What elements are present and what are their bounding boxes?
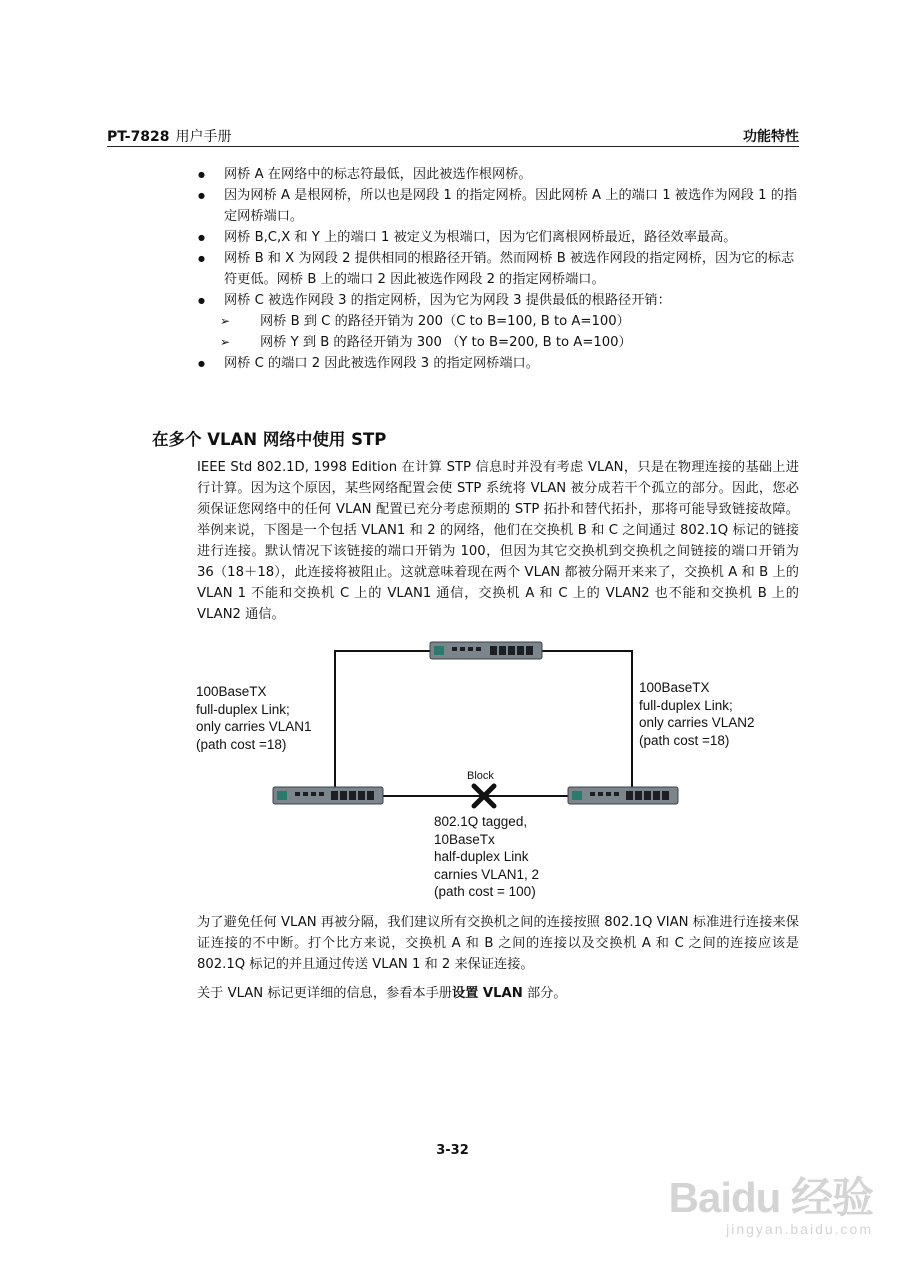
paragraph-recommendation: 为了避免任何 VLAN 再被分隔，我们建议所有交换机之间的连接按照 802.1Q VIAN 标准进行连接来保证连接的不中断。打个比方来说，交换机 A 和 B 之间的连接以及交换机 A 和 C 之间的连接应该是 802.1Q 标记的并且通过传送 VLAN 1 和 2 来保证连接。 (197, 915, 799, 972)
header-product: PT-7828 (107, 129, 170, 145)
tagged-link-label: 802.1Q tagged, 10BaseTx half-duplex Link carnies VLAN1, 2 (path cost = 100) (434, 814, 540, 899)
section-title: 在多个 VLAN 网络中使用 STP (152, 430, 387, 449)
block-label: Block (467, 770, 494, 782)
header-section: 功能特性 (743, 129, 799, 145)
reference-suffix: 部分。 (522, 986, 567, 1001)
switch-a-icon (430, 642, 542, 659)
page-header (107, 124, 799, 147)
link-a-b (335, 651, 432, 793)
paragraph-reference (197, 983, 799, 1004)
watermark-logo: Baidu 经验 (668, 1174, 873, 1221)
watermark-url: jingyan.baidu.com (726, 1221, 873, 1237)
switch-b-icon (273, 787, 383, 804)
link-a-c (540, 651, 632, 793)
sub-bullet-item: ➢ 网桥 Y 到 B 的路径开销为 300 （Y to B=200, B to A=100） (226, 332, 800, 353)
switch-c-icon (568, 787, 678, 804)
watermark (669, 1165, 873, 1237)
bullet-item: ● 网桥 B 和 X 为网段 2 提供相同的根路径开销。然而网桥 B 被选作网段的指定网桥，因为它的标志符更低。网桥 B 上的端口 2 因此被选作网段 2 的指定网桥端口。 (200, 248, 800, 290)
header-left (107, 126, 232, 146)
bullet-item (200, 290, 800, 353)
paragraph-intro: IEEE Std 802.1D, 1998 Edition 在计算 STP 信息时并没有考虑 VLAN，只是在物理连接的基础上进行计算。因为这个原因，某些网络配置会使 STP 系统将 VLAN 被分成若干个孤立的部分。因此，您必须保证您网络中的任何 VLAN 配置已充分考虑预期的 STP 拓扑和替代拓扑，那将可能导致链接故障。举例来说，下图是一个包括 VLAN1 和 2 的网络，他们在交换机 B 和 C 之间通过 802.1Q 标记的链接进行连接。默认情况下该链接的端口开销为 100，但因为其它交换机到交换机之间链接的端口开销为 36（18＋18），此连接将被阻止。这就意味着现在两个 VLAN 都被分隔开来来了，交换机 A 和 B 上的 VLAN 1 不能和交换机 C 上的 VLAN1 通信，交换机 A 和 C 上的 VLAN2 也不能和交换机 B 上的 VLAN2 通信。 (197, 460, 799, 622)
bullet-list (200, 164, 800, 374)
block-x-icon (474, 786, 494, 806)
reference-link-text: 设置 VLAN (451, 986, 523, 1001)
bullet-item: ● 网桥 C 的端口 2 因此被选作网段 3 的指定网桥端口。 (200, 353, 800, 374)
bullet-item: ● 网桥 A 在网络中的标志符最低，因此被选作根网桥。 (200, 164, 800, 185)
sub-bullet-item: ➢ 网桥 B 到 C 的路径开销为 200（C to B=100, B to A=100） (226, 311, 800, 332)
reference-prefix: 关于 VLAN 标记更详细的信息，参看本手册 (197, 986, 452, 1001)
bullet-item: ● 因为网桥 A 是根网桥，所以也是网段 1 的指定网桥。因此网桥 A 上的端口 1 被选作为网段 1 的指定网桥端口。 (200, 185, 800, 227)
page-number: 3-32 (436, 1143, 469, 1158)
right-link-label: 100BaseTX full-duplex Link; only carries VLAN2 (path cost =18) (639, 680, 755, 748)
header-manual: 用户手册 (175, 129, 232, 145)
left-link-label: 100BaseTX full-duplex Link; only carries VLAN1 (path cost =18) (196, 684, 312, 752)
sub-bullet-list (224, 311, 800, 353)
bullet-item: ● 网桥 B,C,X 和 Y 上的端口 1 被定义为根端口，因为它们离根网桥最近，路径效率最高。 (200, 227, 800, 248)
bullet-text: 网桥 C 被选作网段 3 的指定网桥，因为它为网段 3 提供最低的根路径开销： (224, 293, 671, 308)
